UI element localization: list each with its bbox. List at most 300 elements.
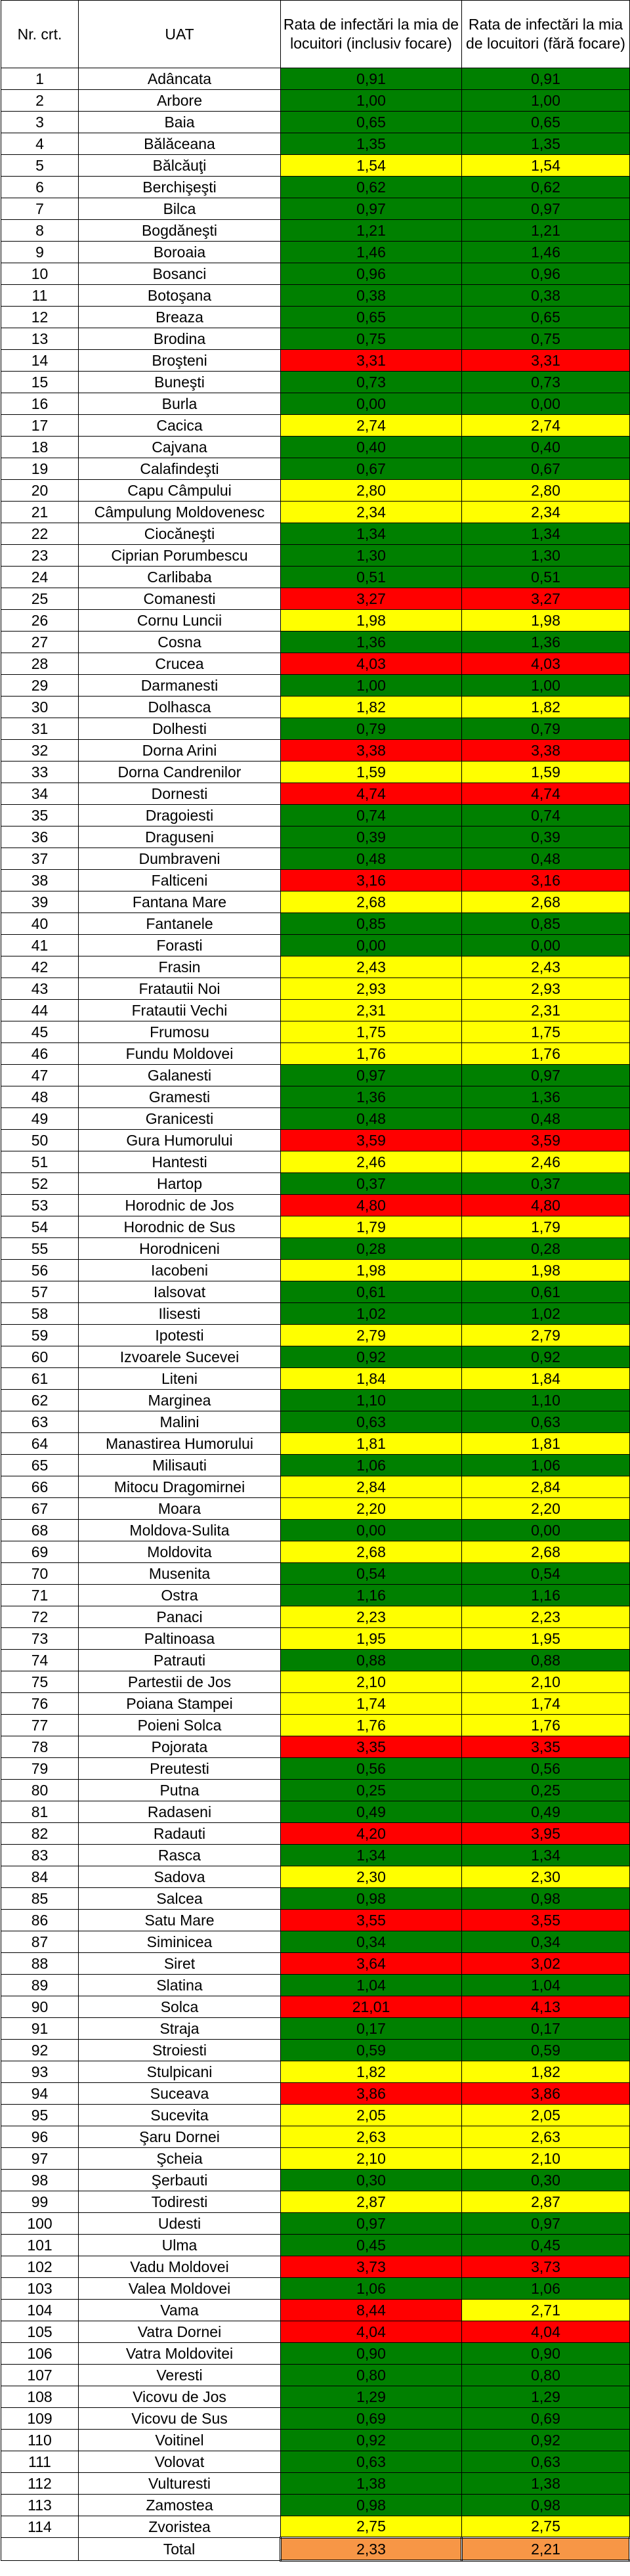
rate-incl-cell: 0,74	[281, 805, 462, 826]
uat-cell: Volovat	[79, 2451, 281, 2473]
table-row	[1, 848, 630, 870]
nr-cell: 6	[1, 177, 79, 198]
uat-cell: Cajvana	[79, 437, 281, 458]
table-row	[1, 1433, 630, 1455]
rate-excl-cell: 1,21	[462, 220, 630, 242]
table-row	[1, 653, 630, 675]
nr-cell: 112	[1, 2473, 79, 2495]
rate-excl-cell: 0,97	[462, 1065, 630, 1086]
table-row	[1, 2365, 630, 2386]
uat-cell: Fundu Moldovei	[79, 1043, 281, 1065]
table-row	[1, 1325, 630, 1346]
table-row	[1, 1390, 630, 1411]
rate-excl-cell: 3,73	[462, 2256, 630, 2278]
rate-incl-cell: 0,00	[281, 935, 462, 956]
uat-cell: Izvoarele Sucevei	[79, 1346, 281, 1368]
uat-cell: Frasin	[79, 956, 281, 978]
nr-cell: 99	[1, 2191, 79, 2213]
header-rate-excl: Rata de infectări la mia de locuitori (fără focare)	[462, 1, 630, 68]
table-row	[1, 1021, 630, 1043]
nr-cell: 84	[1, 1866, 79, 1888]
nr-cell: 54	[1, 1216, 79, 1238]
table-row	[1, 697, 630, 718]
nr-cell: 79	[1, 1758, 79, 1780]
uat-cell: Broşteni	[79, 350, 281, 372]
uat-cell: Poiana Stampei	[79, 1693, 281, 1715]
nr-cell: 102	[1, 2256, 79, 2278]
table-row	[1, 2170, 630, 2191]
rate-incl-cell: 3,86	[281, 2083, 462, 2105]
rate-excl-cell: 2,74	[462, 415, 630, 437]
rate-incl-cell: 2,43	[281, 956, 462, 978]
rate-incl-cell: 1,10	[281, 1390, 462, 1411]
rate-incl-cell: 1,95	[281, 1628, 462, 1650]
table-row	[1, 307, 630, 328]
rate-incl-cell: 0,97	[281, 198, 462, 220]
rate-excl-cell: 1,02	[462, 1303, 630, 1325]
table-row	[1, 2061, 630, 2083]
rate-incl-cell: 0,69	[281, 2408, 462, 2430]
rate-incl-cell: 2,10	[281, 2148, 462, 2170]
table-row	[1, 480, 630, 502]
table-row	[1, 1845, 630, 1866]
rate-incl-cell: 2,23	[281, 1606, 462, 1628]
uat-cell: Fratautii Vechi	[79, 1000, 281, 1021]
nr-cell: 92	[1, 2040, 79, 2061]
uat-cell: Siret	[79, 1953, 281, 1975]
uat-cell: Veresti	[79, 2365, 281, 2386]
rate-excl-cell: 2,30	[462, 1866, 630, 1888]
uat-cell: Fratautii Noi	[79, 978, 281, 1000]
rate-incl-cell: 0,98	[281, 1888, 462, 1910]
total-rate-incl: 2,33	[281, 2538, 462, 2561]
nr-cell: 29	[1, 675, 79, 697]
rate-excl-cell: 4,04	[462, 2321, 630, 2343]
table-row	[1, 242, 630, 263]
rate-excl-cell: 0,61	[462, 1281, 630, 1303]
nr-cell: 34	[1, 783, 79, 805]
uat-cell: Horodnic de Sus	[79, 1216, 281, 1238]
uat-cell: Dolhesti	[79, 718, 281, 740]
rate-excl-cell: 0,80	[462, 2365, 630, 2386]
rate-incl-cell: 2,87	[281, 2191, 462, 2213]
rate-excl-cell: 0,59	[462, 2040, 630, 2061]
uat-cell: Berchişeşti	[79, 177, 281, 198]
rate-incl-cell: 3,55	[281, 1910, 462, 1931]
rate-incl-cell: 0,00	[281, 1520, 462, 1541]
uat-cell: Adâncata	[79, 68, 281, 90]
rate-excl-cell: 0,85	[462, 913, 630, 935]
uat-cell: Horodnic de Jos	[79, 1195, 281, 1216]
uat-cell: Vicovu de Jos	[79, 2386, 281, 2408]
table-row	[1, 2408, 630, 2430]
table-row	[1, 372, 630, 393]
rate-excl-cell: 1,04	[462, 1975, 630, 1996]
nr-cell: 67	[1, 1498, 79, 1520]
uat-cell: Panaci	[79, 1606, 281, 1628]
rate-excl-cell: 2,93	[462, 978, 630, 1000]
rate-excl-cell: 0,28	[462, 1238, 630, 1260]
rate-excl-cell: 3,59	[462, 1130, 630, 1151]
uat-cell: Breaza	[79, 307, 281, 328]
uat-cell: Moldova-Sulita	[79, 1520, 281, 1541]
rate-excl-cell: 1,35	[462, 133, 630, 155]
table-row	[1, 1411, 630, 1433]
nr-cell: 1	[1, 68, 79, 90]
uat-cell: Zamostea	[79, 2495, 281, 2516]
infection-rate-table	[1, 0, 630, 2562]
uat-cell: Capu Câmpului	[79, 480, 281, 502]
rate-incl-cell: 0,37	[281, 1173, 462, 1195]
table-row	[1, 68, 630, 90]
rate-incl-cell: 1,98	[281, 610, 462, 632]
uat-cell: Vadu Moldovei	[79, 2256, 281, 2278]
uat-cell: Ciocăneşti	[79, 523, 281, 545]
uat-cell: Fantanele	[79, 913, 281, 935]
rate-excl-cell: 1,98	[462, 610, 630, 632]
table-row	[1, 1108, 630, 1130]
rate-incl-cell: 1,82	[281, 2061, 462, 2083]
rate-excl-cell: 2,34	[462, 502, 630, 523]
uat-cell: Gramesti	[79, 1086, 281, 1108]
uat-cell: Sadova	[79, 1866, 281, 1888]
table-row	[1, 1888, 630, 1910]
table-row	[1, 2105, 630, 2126]
nr-cell: 90	[1, 1996, 79, 2018]
rate-excl-cell: 1,46	[462, 242, 630, 263]
table-row	[1, 1931, 630, 1953]
uat-cell: Musenita	[79, 1563, 281, 1585]
table-row	[1, 1541, 630, 1563]
rate-incl-cell: 0,79	[281, 718, 462, 740]
rate-excl-cell: 1,59	[462, 762, 630, 783]
table-row	[1, 978, 630, 1000]
uat-cell: Vicovu de Sus	[79, 2408, 281, 2430]
table-row	[1, 2083, 630, 2105]
table-row	[1, 2256, 630, 2278]
table-row	[1, 328, 630, 350]
uat-cell: Stulpicani	[79, 2061, 281, 2083]
table-row	[1, 1043, 630, 1065]
nr-cell: 48	[1, 1086, 79, 1108]
nr-cell: 47	[1, 1065, 79, 1086]
rate-excl-cell: 1,81	[462, 1433, 630, 1455]
rate-incl-cell: 1,59	[281, 762, 462, 783]
rate-incl-cell: 1,76	[281, 1715, 462, 1736]
table-row	[1, 2386, 630, 2408]
nr-cell: 16	[1, 393, 79, 415]
uat-cell: Suceava	[79, 2083, 281, 2105]
table-row	[1, 891, 630, 913]
rate-incl-cell: 4,74	[281, 783, 462, 805]
rate-excl-cell: 0,48	[462, 848, 630, 870]
rate-incl-cell: 0,63	[281, 1411, 462, 1433]
nr-cell: 9	[1, 242, 79, 263]
rate-excl-cell: 1,54	[462, 155, 630, 177]
nr-cell: 32	[1, 740, 79, 762]
table-row	[1, 1693, 630, 1715]
rate-excl-cell: 3,38	[462, 740, 630, 762]
nr-cell: 23	[1, 545, 79, 567]
uat-cell: Valea Moldovei	[79, 2278, 281, 2300]
rate-excl-cell: 1,06	[462, 2278, 630, 2300]
uat-cell: Patrauti	[79, 1650, 281, 1671]
uat-cell: Iacobeni	[79, 1260, 281, 1281]
table-row	[1, 632, 630, 653]
rate-incl-cell: 1,02	[281, 1303, 462, 1325]
rate-excl-cell: 1,84	[462, 1368, 630, 1390]
table-row	[1, 1346, 630, 1368]
table-row	[1, 1368, 630, 1390]
nr-cell: 14	[1, 350, 79, 372]
nr-cell: 73	[1, 1628, 79, 1650]
nr-cell: 39	[1, 891, 79, 913]
rate-incl-cell: 2,34	[281, 502, 462, 523]
rate-excl-cell: 1,98	[462, 1260, 630, 1281]
table-row	[1, 805, 630, 826]
rate-incl-cell: 3,27	[281, 588, 462, 610]
uat-cell: Draguseni	[79, 826, 281, 848]
uat-cell: Darmanesti	[79, 675, 281, 697]
uat-cell: Ialsovat	[79, 1281, 281, 1303]
nr-cell: 8	[1, 220, 79, 242]
rate-incl-cell: 0,75	[281, 328, 462, 350]
uat-cell: Cacica	[79, 415, 281, 437]
uat-cell: Buneşti	[79, 372, 281, 393]
uat-cell: Burla	[79, 393, 281, 415]
table-row	[1, 350, 630, 372]
table-row	[1, 1628, 630, 1650]
rate-incl-cell: 0,88	[281, 1650, 462, 1671]
rate-excl-cell: 2,68	[462, 1541, 630, 1563]
nr-cell: 88	[1, 1953, 79, 1975]
rate-incl-cell: 0,65	[281, 307, 462, 328]
uat-cell: Manastirea Humorului	[79, 1433, 281, 1455]
uat-cell: Falticeni	[79, 870, 281, 891]
rate-incl-cell: 0,98	[281, 2495, 462, 2516]
rate-excl-cell: 0,91	[462, 68, 630, 90]
uat-cell: Calafindeşti	[79, 458, 281, 480]
uat-cell: Preutesti	[79, 1758, 281, 1780]
rate-excl-cell: 2,87	[462, 2191, 630, 2213]
rate-excl-cell: 0,75	[462, 328, 630, 350]
rate-excl-cell: 0,97	[462, 2213, 630, 2235]
nr-cell: 76	[1, 1693, 79, 1715]
header-row	[1, 1, 630, 68]
nr-cell: 106	[1, 2343, 79, 2365]
rate-incl-cell: 3,35	[281, 1736, 462, 1758]
nr-cell: 75	[1, 1671, 79, 1693]
nr-cell: 46	[1, 1043, 79, 1065]
table-row	[1, 458, 630, 480]
table-row	[1, 90, 630, 112]
uat-cell: Bogdăneşti	[79, 220, 281, 242]
rate-incl-cell: 1,84	[281, 1368, 462, 1390]
total-label: Total	[79, 2538, 281, 2561]
rate-excl-cell: 2,31	[462, 1000, 630, 1021]
rate-incl-cell: 3,64	[281, 1953, 462, 1975]
rate-excl-cell: 1,34	[462, 523, 630, 545]
nr-cell: 114	[1, 2516, 79, 2538]
rate-excl-cell: 0,25	[462, 1780, 630, 1801]
uat-cell: Baia	[79, 112, 281, 133]
table-row	[1, 1173, 630, 1195]
table-row	[1, 1585, 630, 1606]
table-row	[1, 2516, 630, 2538]
rate-incl-cell: 0,92	[281, 1346, 462, 1368]
uat-cell: Partestii de Jos	[79, 1671, 281, 1693]
uat-cell: Bosanci	[79, 263, 281, 285]
rate-excl-cell: 2,63	[462, 2126, 630, 2148]
rate-excl-cell: 2,68	[462, 891, 630, 913]
uat-cell: Malini	[79, 1411, 281, 1433]
nr-cell: 15	[1, 372, 79, 393]
nr-cell: 36	[1, 826, 79, 848]
nr-cell: 89	[1, 1975, 79, 1996]
uat-cell: Ipotesti	[79, 1325, 281, 1346]
rate-excl-cell: 2,75	[462, 2516, 630, 2538]
rate-excl-cell: 2,10	[462, 1671, 630, 1693]
nr-cell: 52	[1, 1173, 79, 1195]
rate-excl-cell: 0,38	[462, 285, 630, 307]
rate-incl-cell: 0,40	[281, 437, 462, 458]
rate-excl-cell: 0,96	[462, 263, 630, 285]
uat-cell: Radaseni	[79, 1801, 281, 1823]
nr-cell: 59	[1, 1325, 79, 1346]
uat-cell: Brodina	[79, 328, 281, 350]
table-row	[1, 263, 630, 285]
nr-cell: 82	[1, 1823, 79, 1845]
uat-cell: Gura Humorului	[79, 1130, 281, 1151]
header-rate-incl: Rata de infectări la mia de locuitori (inclusiv focare)	[281, 1, 462, 68]
nr-cell: 104	[1, 2300, 79, 2321]
rate-excl-cell: 0,67	[462, 458, 630, 480]
nr-cell: 3	[1, 112, 79, 133]
table-row	[1, 1455, 630, 1476]
uat-cell: Moara	[79, 1498, 281, 1520]
rate-incl-cell: 0,67	[281, 458, 462, 480]
rate-excl-cell: 1,16	[462, 1585, 630, 1606]
total-nr-cell	[1, 2538, 79, 2561]
rate-incl-cell: 1,36	[281, 1086, 462, 1108]
rate-excl-cell: 0,34	[462, 1931, 630, 1953]
nr-cell: 71	[1, 1585, 79, 1606]
table-row	[1, 718, 630, 740]
uat-cell: Galanesti	[79, 1065, 281, 1086]
rate-incl-cell: 0,91	[281, 68, 462, 90]
rate-excl-cell: 0,48	[462, 1108, 630, 1130]
nr-cell: 20	[1, 480, 79, 502]
header-uat: UAT	[79, 1, 281, 68]
rate-incl-cell: 1,00	[281, 675, 462, 697]
nr-cell: 63	[1, 1411, 79, 1433]
rate-incl-cell: 1,21	[281, 220, 462, 242]
nr-cell: 103	[1, 2278, 79, 2300]
rate-excl-cell: 2,46	[462, 1151, 630, 1173]
uat-cell: Pojorata	[79, 1736, 281, 1758]
nr-cell: 4	[1, 133, 79, 155]
rate-incl-cell: 0,17	[281, 2018, 462, 2040]
rate-incl-cell: 4,80	[281, 1195, 462, 1216]
nr-cell: 55	[1, 1238, 79, 1260]
table-row	[1, 588, 630, 610]
rate-incl-cell: 0,96	[281, 263, 462, 285]
rate-incl-cell: 0,92	[281, 2430, 462, 2451]
rate-excl-cell: 3,27	[462, 588, 630, 610]
table-row	[1, 1086, 630, 1108]
nr-cell: 19	[1, 458, 79, 480]
rate-incl-cell: 1,38	[281, 2473, 462, 2495]
rate-excl-cell: 1,06	[462, 1455, 630, 1476]
uat-cell: Paltinoasa	[79, 1628, 281, 1650]
rate-incl-cell: 0,34	[281, 1931, 462, 1953]
nr-cell: 86	[1, 1910, 79, 1931]
table-row	[1, 1606, 630, 1628]
rate-excl-cell: 1,82	[462, 697, 630, 718]
rate-incl-cell: 0,85	[281, 913, 462, 935]
uat-cell: Putna	[79, 1780, 281, 1801]
nr-cell: 40	[1, 913, 79, 935]
uat-cell: Botoşana	[79, 285, 281, 307]
rate-incl-cell: 0,25	[281, 1780, 462, 1801]
nr-cell: 45	[1, 1021, 79, 1043]
uat-cell: Cosna	[79, 632, 281, 653]
nr-cell: 77	[1, 1715, 79, 1736]
table-row	[1, 1260, 630, 1281]
table-row	[1, 133, 630, 155]
nr-cell: 108	[1, 2386, 79, 2408]
rate-excl-cell: 0,65	[462, 112, 630, 133]
uat-cell: Cornu Luncii	[79, 610, 281, 632]
table-row	[1, 1563, 630, 1585]
table-row	[1, 2278, 630, 2300]
rate-incl-cell: 0,62	[281, 177, 462, 198]
uat-cell: Mitocu Dragomirnei	[79, 1476, 281, 1498]
rate-excl-cell: 0,92	[462, 1346, 630, 1368]
nr-cell: 60	[1, 1346, 79, 1368]
uat-cell: Rasca	[79, 1845, 281, 1866]
uat-cell: Dolhasca	[79, 697, 281, 718]
rate-incl-cell: 3,31	[281, 350, 462, 372]
uat-cell: Boroaia	[79, 242, 281, 263]
rate-incl-cell: 1,76	[281, 1043, 462, 1065]
rate-excl-cell: 0,54	[462, 1563, 630, 1585]
uat-cell: Todiresti	[79, 2191, 281, 2213]
table-row	[1, 1520, 630, 1541]
rate-incl-cell: 2,84	[281, 1476, 462, 1498]
table-row	[1, 2430, 630, 2451]
rate-excl-cell: 2,71	[462, 2300, 630, 2321]
rate-excl-cell: 0,49	[462, 1801, 630, 1823]
nr-cell: 93	[1, 2061, 79, 2083]
table-row	[1, 783, 630, 805]
rate-excl-cell: 2,10	[462, 2148, 630, 2170]
table-row	[1, 2451, 630, 2473]
rate-incl-cell: 1,06	[281, 1455, 462, 1476]
nr-cell: 49	[1, 1108, 79, 1130]
table-body	[1, 68, 630, 2538]
nr-cell: 30	[1, 697, 79, 718]
nr-cell: 61	[1, 1368, 79, 1390]
uat-cell: Şerbauti	[79, 2170, 281, 2191]
uat-cell: Câmpulung Moldovenesc	[79, 502, 281, 523]
rate-incl-cell: 0,73	[281, 372, 462, 393]
rate-excl-cell: 0,79	[462, 718, 630, 740]
uat-cell: Bălcăuţi	[79, 155, 281, 177]
nr-cell: 111	[1, 2451, 79, 2473]
rate-incl-cell: 2,10	[281, 1671, 462, 1693]
rate-excl-cell: 2,43	[462, 956, 630, 978]
